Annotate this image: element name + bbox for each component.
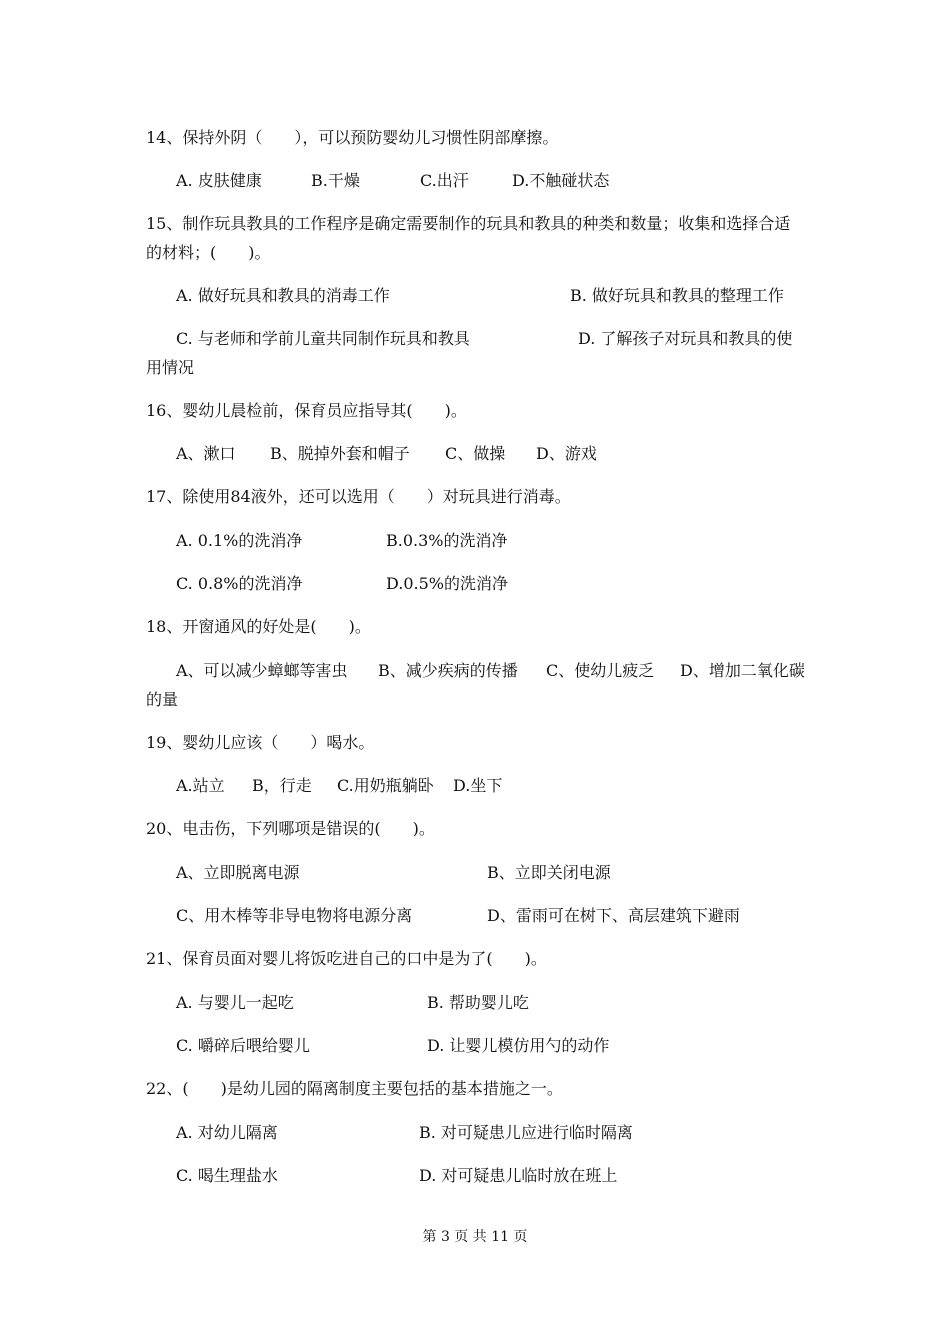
- q14-option-b: B.干燥: [311, 171, 360, 190]
- q21-option-c: C. 嚼碎后喂给婴儿: [176, 1036, 310, 1055]
- q15-option-a: A. 做好玩具和教具的消毒工作: [176, 286, 390, 305]
- q17-option-a: A. 0.1%的洗消净: [176, 531, 303, 550]
- q18-option-a: A、可以减少蟑螂等害虫: [176, 661, 348, 680]
- q21-option-b: B. 帮助婴儿吃: [427, 993, 529, 1012]
- question-20-stem: 20、电击伤，下列哪项是错误的( )。: [146, 819, 435, 838]
- q18-option-d: D、增加二氧化碳: [680, 661, 805, 680]
- q15-option-b: B. 做好玩具和教具的整理工作: [570, 286, 784, 305]
- q16-option-a: A、漱口: [176, 444, 236, 463]
- question-19-stem: 19、婴幼儿应该（ ）喝水。: [146, 733, 375, 752]
- q21-option-a: A. 与婴儿一起吃: [176, 993, 294, 1012]
- q18-option-d-continuation: 的量: [146, 690, 179, 709]
- q22-option-d: D. 对可疑患儿临时放在班上: [419, 1166, 618, 1185]
- q20-option-b: B、立即关闭电源: [487, 863, 611, 882]
- q14-option-d: D.不触碰状态: [512, 171, 610, 190]
- question-15-stem-line2: 的材料；( )。: [146, 243, 271, 262]
- q16-option-c: C、做操: [445, 444, 506, 463]
- q20-option-d: D、雷雨可在树下、高层建筑下避雨: [487, 906, 740, 925]
- q20-option-c: C、用木棒等非导电物将电源分离: [176, 906, 413, 925]
- q16-option-b: B、脱掉外套和帽子: [270, 444, 410, 463]
- q19-option-a: A.站立: [176, 776, 225, 795]
- q17-option-c: C. 0.8%的洗消净: [176, 574, 303, 593]
- q22-option-c: C. 喝生理盐水: [176, 1166, 278, 1185]
- question-18-stem: 18、开窗通风的好处是( )。: [146, 617, 371, 636]
- q19-option-c: C.用奶瓶躺卧: [337, 776, 434, 795]
- question-14-stem: 14、保持外阴（ ），可以预防婴幼儿习惯性阴部摩擦。: [146, 128, 559, 147]
- q18-option-b: B、减少疾病的传播: [378, 661, 518, 680]
- q15-option-d: D. 了解孩子对玩具和教具的使: [578, 329, 793, 348]
- q18-option-c: C、使幼儿疲乏: [546, 661, 655, 680]
- page-footer: 第 3 页 共 11 页: [422, 1229, 528, 1245]
- q21-option-d: D. 让婴儿模仿用勺的动作: [427, 1036, 610, 1055]
- question-16-stem: 16、婴幼儿晨检前，保育员应指导其( )。: [146, 401, 467, 420]
- q15-option-d-continuation: 用情况: [146, 358, 195, 377]
- q19-option-b: B，行走: [252, 776, 312, 795]
- q14-option-a: A. 皮肤健康: [176, 171, 262, 190]
- q17-option-d: D.0.5%的洗消净: [386, 574, 508, 593]
- question-22-stem: 22、( )是幼儿园的隔离制度主要包括的基本措施之一。: [146, 1079, 563, 1098]
- q14-option-c: C.出汗: [420, 171, 469, 190]
- question-17-stem: 17、除使用84液外，还可以选用（ ）对玩具进行消毒。: [146, 487, 571, 506]
- q22-option-b: B. 对可疑患儿应进行临时隔离: [419, 1123, 633, 1142]
- q15-option-c: C. 与老师和学前儿童共同制作玩具和教具: [176, 329, 470, 348]
- q16-option-d: D、游戏: [536, 444, 597, 463]
- question-21-stem: 21、保育员面对婴儿将饭吃进自己的口中是为了( )。: [146, 949, 547, 968]
- question-15-stem-line1: 15、制作玩具教具的工作程序是确定需要制作的玩具和教具的种类和数量；收集和选择合适: [146, 214, 791, 233]
- q17-option-b: B.0.3%的洗消净: [386, 531, 508, 550]
- q19-option-d: D.坐下: [453, 776, 503, 795]
- q20-option-a: A、立即脱离电源: [176, 863, 300, 882]
- q22-option-a: A. 对幼儿隔离: [176, 1123, 278, 1142]
